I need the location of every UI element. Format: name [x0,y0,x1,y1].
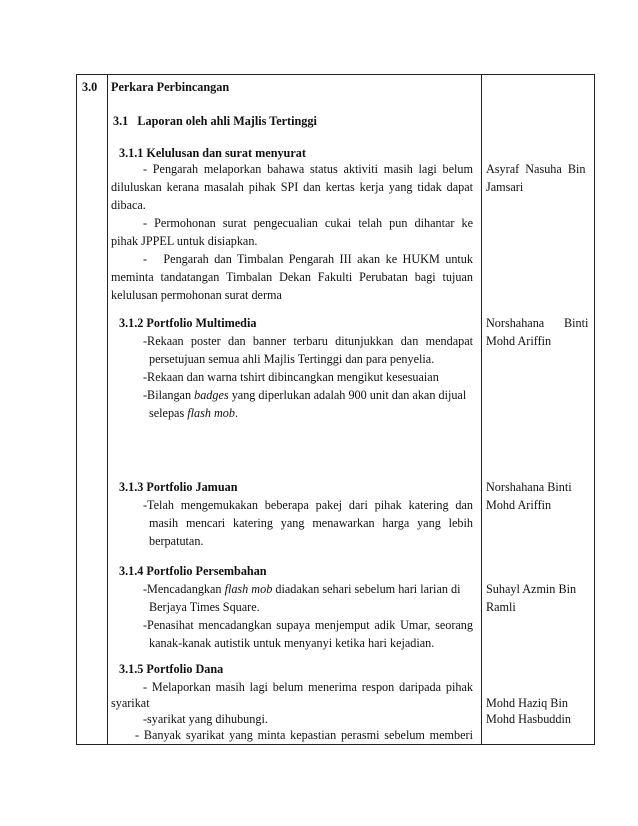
item-heading: 3.1.2 Portfolio Multimedia [119,316,257,330]
paragraph-line: dibaca. [111,198,146,212]
paragraph-line: - Pengarah melaporkan bahawa status aktiviti masih lagi belum [143,162,473,176]
person-name: Asyraf Nasuha Bin [486,162,586,176]
item-heading: 3.1.5 Portfolio Dana [119,662,224,676]
paragraph-line: masih mencari katering yang menawarkan harga yang lebih [149,516,473,530]
paragraph-line: -Rekaan dan warna tshirt dibincangkan mengikut kesesuaian [143,370,439,384]
person-name: Norshahana Binti [486,480,572,494]
item-heading: 3.1.3 Portfolio Jamuan [119,480,238,494]
person-name: Mohd Ariffin [486,498,552,512]
paragraph-line: -Telah mengemukakan beberapa pakej dari pihak katering dan [143,498,473,512]
paragraph-line: - Banyak syarikat yang minta kepastian perasmi sebelum memberi [135,728,473,742]
person-name: Mohd Haziq Bin [486,696,568,710]
paragraph-line: selepas flash mob. [149,406,239,420]
subsection-title: 3.1 Laporan oleh ahli Majlis Tertinggi [113,114,317,128]
person-name: Mohd Ariffin [486,334,552,348]
paragraph-line: -syarikat yang dihubungi. [143,712,268,726]
item-heading: 3.1.1 Kelulusan dan surat menyurat [119,146,306,160]
person-name: Binti [564,316,589,330]
paragraph-line: syarikat [111,696,150,710]
section-number: 3.0 [82,80,98,94]
paragraph-line: -Mencadangkan flash mob diadakan sehari sebelum hari larian di [143,582,461,596]
paragraph-line: -Rekaan poster dan banner terbaru ditunjukkan dan mendapat [143,334,473,348]
minutes-table [76,74,595,745]
paragraph-line: diluluskan kerana masalah pihak SPI dan kertas kerja yang tidak dapat [111,180,473,194]
column-divider [107,75,108,744]
paragraph-line: -Bilangan badges yang diperlukan adalah 900 unit dan akan dijual [143,388,467,402]
person-name: Jamsari [486,180,524,194]
column-divider [481,75,482,744]
section-title: Perkara Perbincangan [111,80,230,94]
paragraph-line: kanak-kanak autistik untuk menyanyi ketika hari kejadian. [149,636,435,650]
person-name: Ramli [486,600,516,614]
paragraph-line: Berjaya Times Square. [149,600,260,614]
paragraph-line: kelulusan permohonan surat derma [111,288,282,302]
paragraph-line: persetujuan semua ahli Majlis Tertinggi dan para penyelia. [149,352,435,366]
person-name: Mohd Hasbuddin [486,712,571,726]
paragraph-line: - Pengarah dan Timbalan Pengarah III akan ke HUKM untuk [143,252,473,266]
item-heading: 3.1.4 Portfolio Persembahan [119,564,267,578]
paragraph-line: -Penasihat mencadangkan supaya menjemput adik Umar, seorang [143,618,473,632]
paragraph-line: - Permohonan surat pengecualian cukai telah pun dihantar ke [143,216,473,230]
paragraph-line: pihak JPPEL untuk disiapkan. [111,234,258,248]
person-name: Suhayl Azmin Bin [486,582,577,596]
person-name: Norshahana [486,316,545,330]
paragraph-line: berpatutan. [149,534,204,548]
paragraph-line: - Melaporkan masih lagi belum menerima respon daripada pihak [143,680,473,694]
paragraph-line: meminta tandatangan Timbalan Dekan Fakulti Perubatan bagi tujuan [111,270,473,284]
